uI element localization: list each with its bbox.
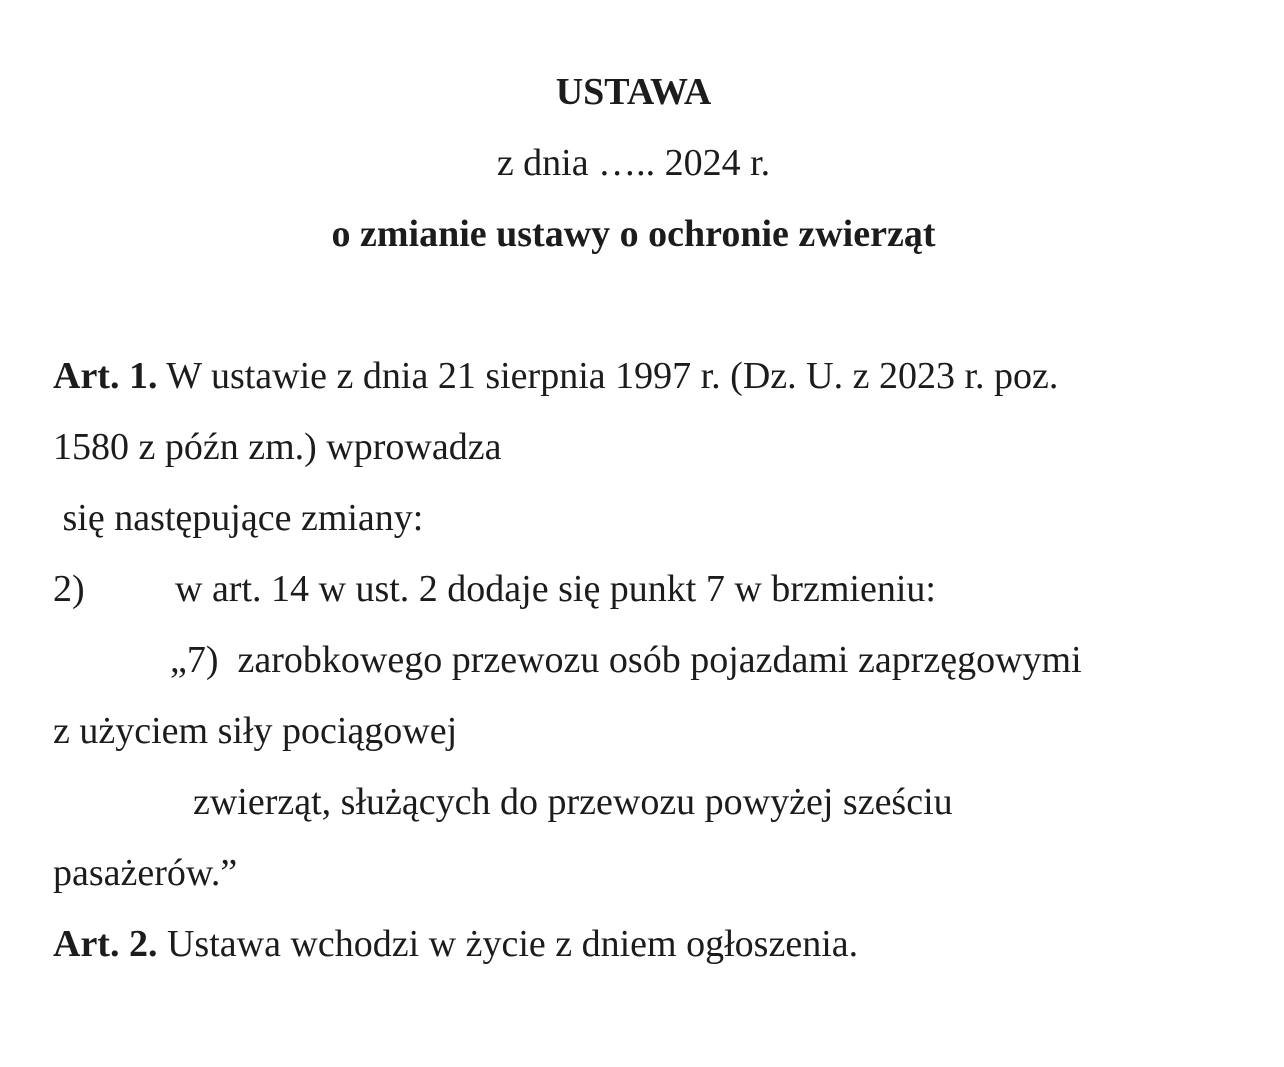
header-body-gap bbox=[53, 270, 1214, 341]
art1-line-2-text: 1580 z późn zm.) wprowadza bbox=[53, 426, 502, 468]
point-2-line bbox=[53, 554, 1214, 625]
point-7-line-1 bbox=[53, 625, 1214, 696]
point-7-line-2 bbox=[53, 696, 1214, 767]
art1-line-3 bbox=[53, 483, 1214, 554]
point-7-line-3 bbox=[53, 767, 1214, 838]
point-2-text: w art. 14 w ust. 2 dodaje się punkt 7 w brzmieniu: bbox=[175, 568, 936, 610]
point-7-line-1-text: „7) zarobkowego przewozu osób pojazdami zaprzęgowymi bbox=[170, 639, 1082, 681]
art2-line bbox=[53, 909, 1214, 980]
document-body bbox=[53, 341, 1214, 980]
law-date-line: z dnia ….. 2024 r. bbox=[496, 142, 771, 184]
art1-line-3-text: się następujące zmiany: bbox=[53, 497, 424, 539]
law-subtitle: o zmianie ustawy o ochronie zwierząt bbox=[331, 213, 936, 255]
art2-label: Art. 2. bbox=[53, 923, 158, 965]
document-header bbox=[53, 57, 1214, 270]
law-title: USTAWA bbox=[555, 71, 712, 113]
point-7-line-4 bbox=[53, 838, 1214, 909]
art1-line-2 bbox=[53, 412, 1214, 483]
art1-line-1-text: W ustawie z dnia 21 sierpnia 1997 r. (Dz. U. z 2023 r. poz. bbox=[157, 355, 1059, 397]
art1-line-1 bbox=[53, 341, 1214, 412]
art1-label: Art. 1. bbox=[53, 355, 158, 397]
point-7-line-2-text: z użyciem siły pociągowej bbox=[53, 710, 458, 752]
point-7-line-3-text: zwierząt, służących do przewozu powyżej sześciu bbox=[193, 781, 953, 823]
art2-line-text: Ustawa wchodzi w życie z dniem ogłoszenia. bbox=[157, 923, 859, 965]
point-2-marker: 2) bbox=[53, 568, 85, 610]
point-7-line-4-text: pasażerów.” bbox=[53, 852, 238, 894]
